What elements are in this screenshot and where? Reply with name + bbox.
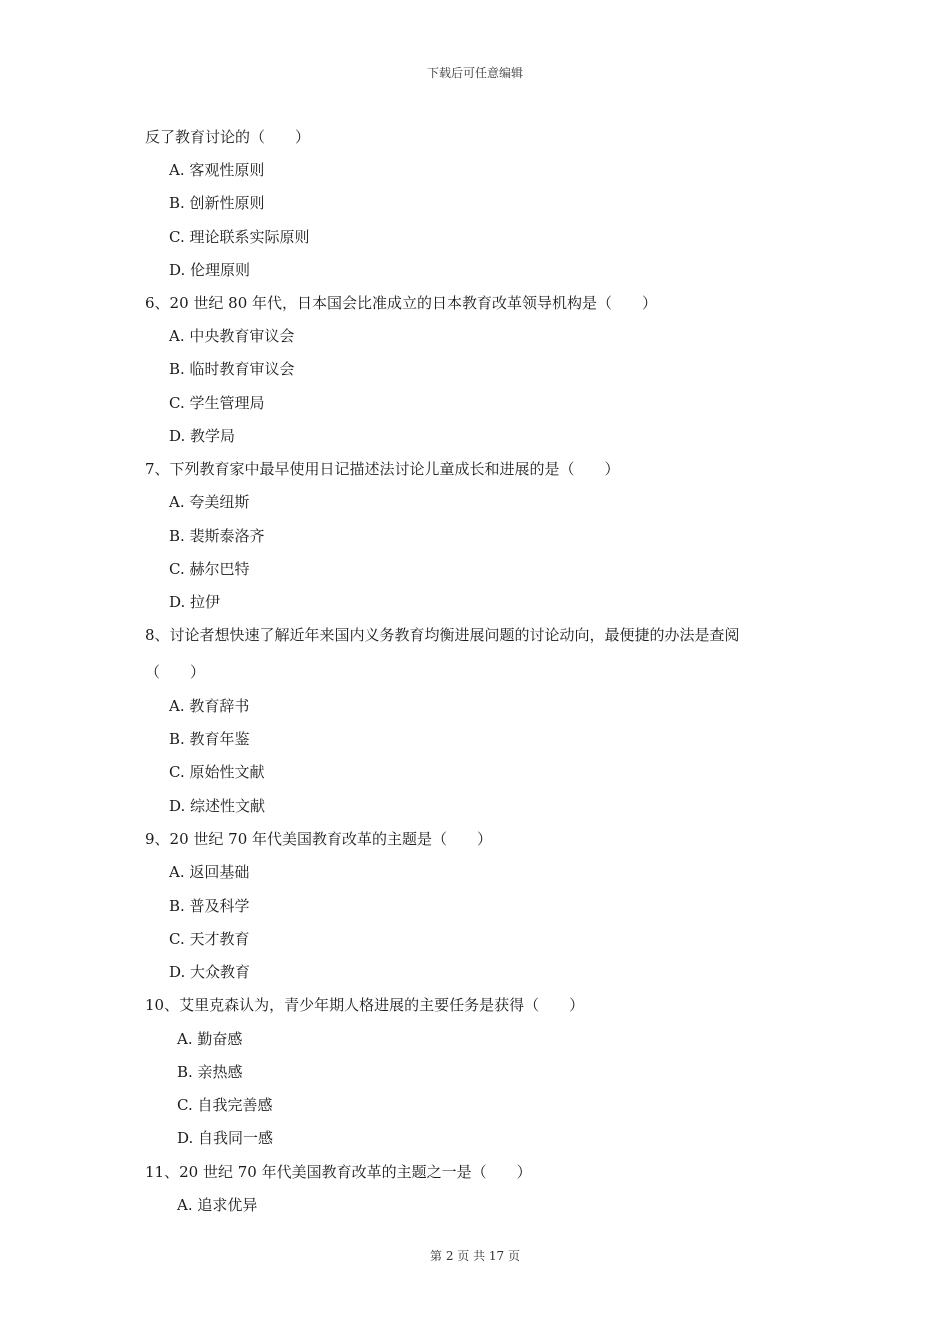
option-b: B. 亲热感 bbox=[177, 1063, 243, 1081]
option-d: D. 大众教育 bbox=[169, 963, 251, 981]
option-d: D. 伦理原则 bbox=[169, 261, 251, 279]
option-d: D. 拉伊 bbox=[169, 593, 221, 611]
option-c: C. 天才教育 bbox=[169, 930, 250, 948]
question-9: 9、20 世纪 70 年代美国教育改革的主题是（ ） bbox=[145, 830, 493, 848]
question-10: 10、艾里克森认为，青少年期人格进展的主要任务是获得（ ） bbox=[145, 996, 585, 1014]
option-c: C. 理论联系实际原则 bbox=[169, 228, 310, 246]
option-b: B. 裴斯泰洛齐 bbox=[169, 527, 265, 545]
option-a: A. 夸美纽斯 bbox=[169, 493, 250, 511]
option-c: C. 学生管理局 bbox=[169, 394, 265, 412]
option-c: C. 原始性文献 bbox=[169, 763, 265, 781]
option-a: A. 教育辞书 bbox=[169, 697, 250, 715]
question-continuation: 反了教育讨论的（ ） bbox=[145, 128, 311, 146]
page-footer: 第 2 页 共 17 页 bbox=[430, 1249, 520, 1263]
option-b: B. 创新性原则 bbox=[169, 194, 265, 212]
option-d: D. 综述性文献 bbox=[169, 797, 266, 815]
option-c: C. 赫尔巴特 bbox=[169, 560, 250, 578]
option-b: B. 普及科学 bbox=[169, 897, 250, 915]
option-a: A. 勤奋感 bbox=[177, 1030, 243, 1048]
question-7: 7、下列教育家中最早使用日记描述法讨论儿童成长和进展的是（ ） bbox=[145, 460, 620, 478]
option-a: A. 返回基础 bbox=[169, 863, 250, 881]
option-b: B. 临时教育审议会 bbox=[169, 360, 295, 378]
option-d: D. 教学局 bbox=[169, 427, 236, 445]
question-8-bracket: （ ） bbox=[145, 663, 206, 681]
option-a: A. 追求优异 bbox=[177, 1196, 258, 1214]
option-d: D. 自我同一感 bbox=[177, 1129, 274, 1147]
option-a: A. 中央教育审议会 bbox=[169, 327, 295, 345]
option-a: A. 客观性原则 bbox=[169, 161, 265, 179]
question-8: 8、讨论者想快速了解近年来国内义务教育均衡进展问题的讨论动向，最便捷的办法是查阅 bbox=[145, 626, 740, 644]
option-c: C. 自我完善感 bbox=[177, 1096, 273, 1114]
page-header: 下载后可任意编辑 bbox=[426, 66, 523, 80]
question-11: 11、20 世纪 70 年代美国教育改革的主题之一是（ ） bbox=[145, 1163, 532, 1181]
question-6: 6、20 世纪 80 年代，日本国会比准成立的日本教育改革领导机构是（ ） bbox=[145, 294, 658, 312]
option-b: B. 教育年鉴 bbox=[169, 730, 250, 748]
